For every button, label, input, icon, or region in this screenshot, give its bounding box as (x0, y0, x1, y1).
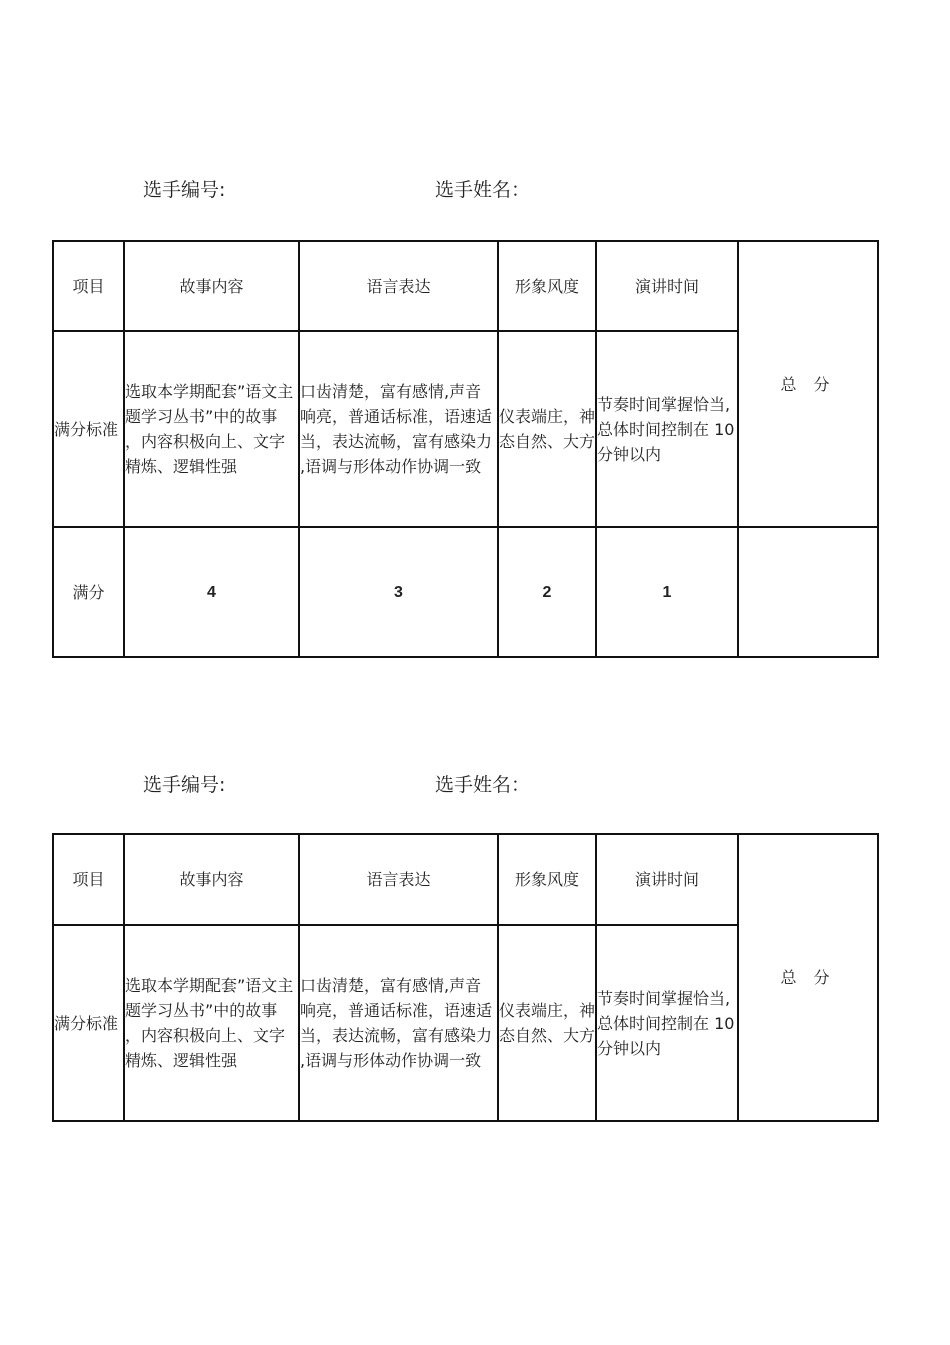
player-name-label: 选手姓名： (435, 179, 531, 201)
header-story-content: 故事内容 (124, 834, 299, 925)
player-id-label: 选手编号: (143, 179, 226, 201)
score-speech-time: 1 (596, 527, 738, 657)
player-id-label: 选手编号: (143, 774, 226, 796)
criteria-appearance: 仪表端庄，神态自然、大方 (498, 925, 596, 1121)
header-speech-time: 演讲时间 (596, 834, 738, 925)
header-speech-time: 演讲时间 (596, 241, 738, 331)
criteria-speech-time: 节奏时间掌握恰当, 总体时间控制在 10 分钟以内 (596, 331, 738, 527)
row-label-full-score: 满分 (53, 527, 124, 657)
criteria-language-expression: 口齿清楚，富有感情,声音响亮，普通话标准，语速适当，表达流畅，富有感染力 ,语调与形体动作协调一致 (299, 925, 498, 1121)
form-1-header (0, 175, 950, 205)
header-appearance: 形象风度 (498, 834, 596, 925)
row-label-item: 项目 (53, 834, 124, 925)
criteria-story-content: 选取本学期配套”语文主题学习丛书”中的故事 ，内容积极向上、文字精炼、逻辑性强 (124, 331, 299, 527)
row-label-criteria: 满分标准 (53, 331, 124, 527)
score-language-expression: 3 (299, 527, 498, 657)
form-2-header (0, 770, 950, 800)
score-row (53, 527, 878, 657)
criteria-appearance: 仪表端庄，神态自然、大方 (498, 331, 596, 527)
player-name-label: 选手姓名： (435, 774, 531, 796)
criteria-speech-time: 节奏时间掌握恰当, 总体时间控制在 10 分钟以内 (596, 925, 738, 1121)
row-label-criteria: 满分标准 (53, 925, 124, 1121)
score-appearance: 2 (498, 527, 596, 657)
header-language-expression: 语言表达 (299, 834, 498, 925)
score-story-content: 4 (124, 527, 299, 657)
total-score-label: 总 分 (738, 834, 878, 1121)
scoring-table-2 (52, 833, 879, 1122)
total-score-cell[interactable] (738, 527, 878, 657)
criteria-story-content: 选取本学期配套”语文主题学习丛书”中的故事 ，内容积极向上、文字精炼、逻辑性强 (124, 925, 299, 1121)
header-appearance: 形象风度 (498, 241, 596, 331)
criteria-language-expression: 口齿清楚，富有感情,声音响亮，普通话标准，语速适当，表达流畅，富有感染力 ,语调与形体动作协调一致 (299, 331, 498, 527)
row-label-item: 项目 (53, 241, 124, 331)
header-language-expression: 语言表达 (299, 241, 498, 331)
scoring-table-1 (52, 240, 879, 658)
header-row (53, 834, 878, 925)
total-score-label: 总 分 (738, 241, 878, 527)
header-story-content: 故事内容 (124, 241, 299, 331)
header-row (53, 241, 878, 331)
